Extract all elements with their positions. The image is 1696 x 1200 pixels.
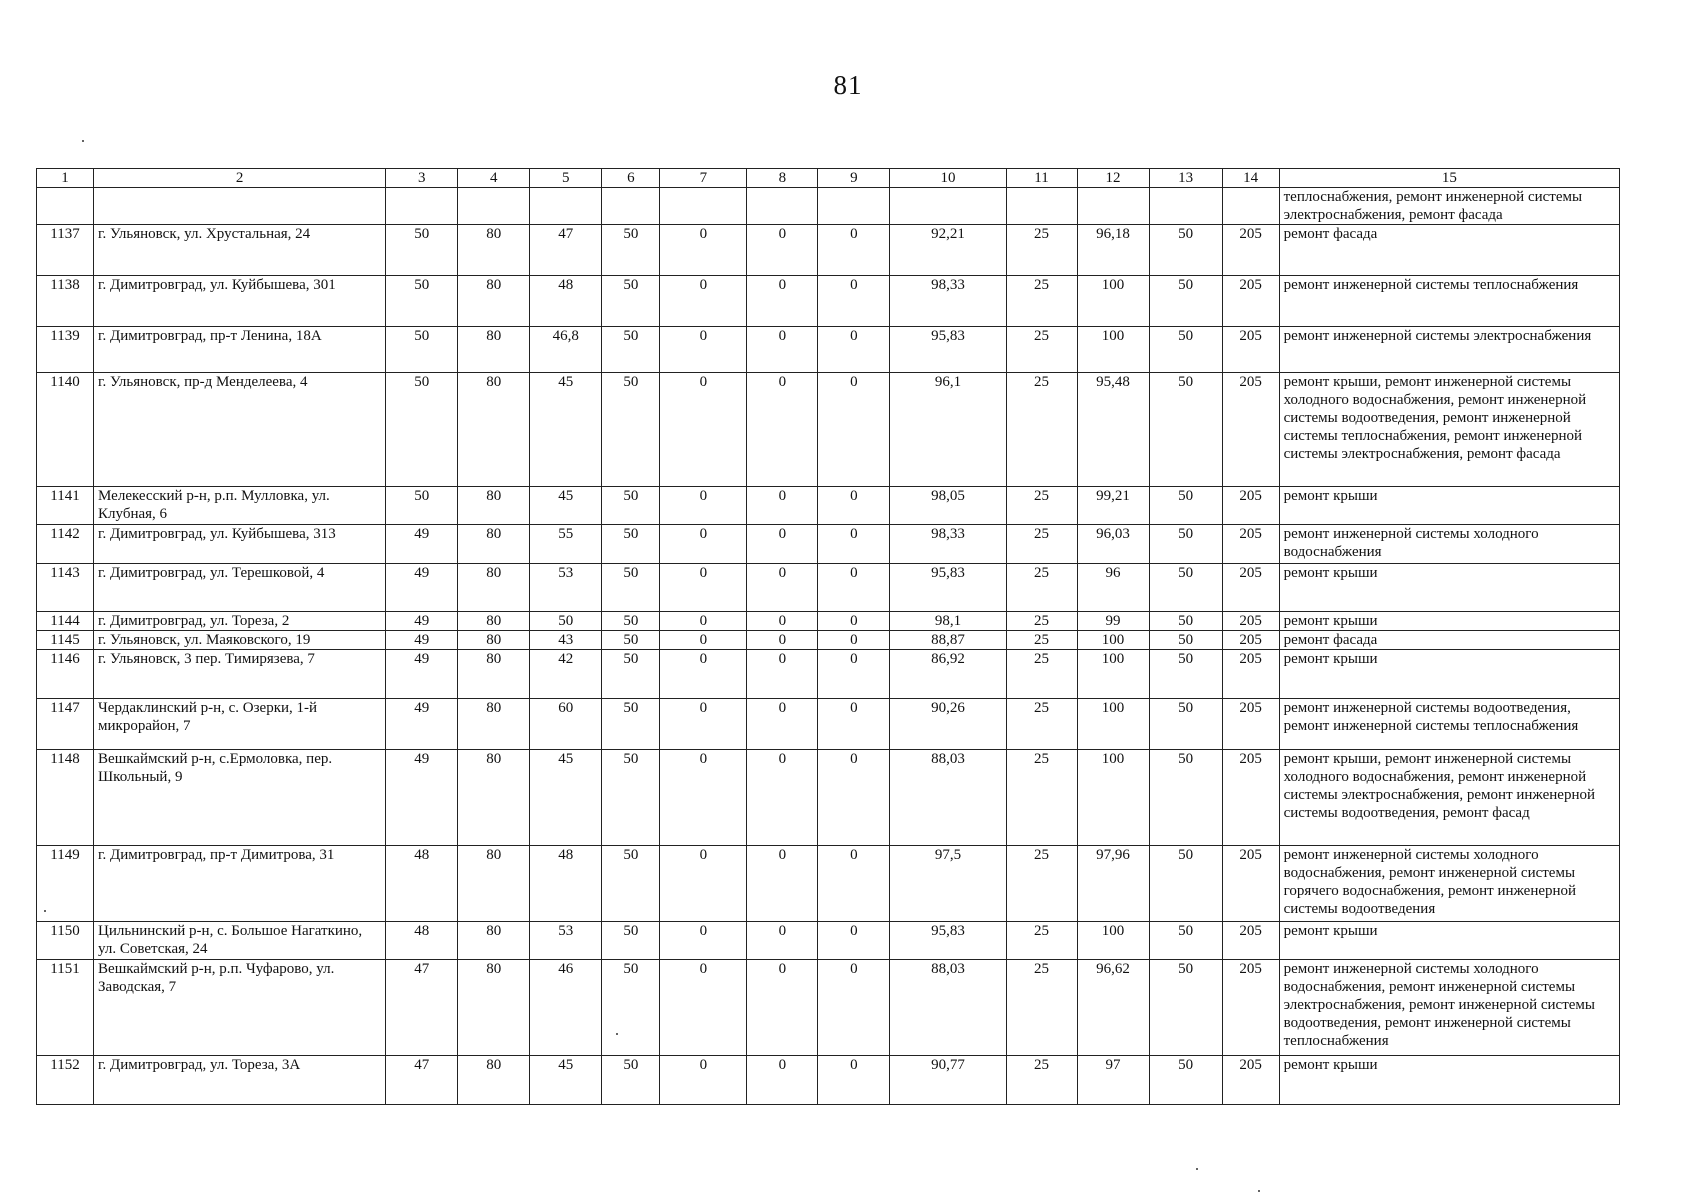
value-cell-col-11: 25 (1006, 922, 1077, 960)
value-cell-col-11: 25 (1006, 750, 1077, 846)
row-number-cell: 1143 (37, 564, 94, 612)
address-cell: г. Димитровград, ул. Тореза, 2 (94, 612, 386, 631)
value-cell-col-14: 205 (1222, 699, 1279, 750)
scan-speck (82, 140, 84, 142)
value-cell-col-4: 80 (458, 1056, 530, 1105)
value-cell-col-12: 99,21 (1077, 487, 1149, 525)
value-cell-col-11: 25 (1006, 225, 1077, 276)
value-cell-col-4: 80 (458, 846, 530, 922)
value-cell-col-4: 80 (458, 276, 530, 327)
value-cell-col-7: 0 (660, 225, 747, 276)
address-cell: Вешкаймский р-н, р.п. Чуфарово, ул. Заводская, 7 (94, 960, 386, 1056)
value-cell-col-12: 100 (1077, 650, 1149, 699)
value-cell-col-13: 50 (1149, 922, 1222, 960)
value-cell-col-11: 25 (1006, 1056, 1077, 1105)
value-cell-col-8: 0 (747, 1056, 818, 1105)
value-cell-col-6: 50 (602, 564, 660, 612)
value-cell-col-11: 25 (1006, 373, 1077, 487)
value-cell-col-14: 205 (1222, 846, 1279, 922)
repair-work-cell: ремонт инженерной системы холодного водоснабжения (1279, 525, 1619, 564)
repair-work-cell: ремонт фасада (1279, 225, 1619, 276)
value-cell-col-12: 96,18 (1077, 225, 1149, 276)
value-cell-col-3: 49 (386, 612, 458, 631)
value-cell-col-9: 0 (818, 1056, 890, 1105)
value-cell-col-6: 50 (602, 487, 660, 525)
value-cell-col-6: 50 (602, 922, 660, 960)
address-cell: г. Димитровград, ул. Терешковой, 4 (94, 564, 386, 612)
value-cell-col-3: 50 (386, 373, 458, 487)
value-cell-col-3: 50 (386, 327, 458, 373)
value-cell-col-9: 0 (818, 846, 890, 922)
repair-work-cell: ремонт инженерной системы холодного водоснабжения, ремонт инженерной системы электроснабжения, ремонт инженерной системы водоотведения, ремонт инженерной системы теплоснабжения (1279, 960, 1619, 1056)
value-cell-col-10: 96,1 (890, 373, 1006, 487)
value-cell-col-4: 80 (458, 650, 530, 699)
value-cell-col-11: 25 (1006, 276, 1077, 327)
value-cell-col-6: 50 (602, 750, 660, 846)
value-cell-col-7: 0 (660, 525, 747, 564)
value-cell-col-9: 0 (818, 612, 890, 631)
value-cell-col-12: 97,96 (1077, 846, 1149, 922)
value-cell-col-7: 0 (660, 276, 747, 327)
value-cell-col-7: 0 (660, 612, 747, 631)
value-cell-col-13: 50 (1149, 631, 1222, 650)
value-cell-col-12: 100 (1077, 631, 1149, 650)
value-cell-col-4: 80 (458, 922, 530, 960)
address-cell: г. Ульяновск, пр-д Менделеева, 4 (94, 373, 386, 487)
row-number-cell: 1138 (37, 276, 94, 327)
row-number-cell: 1145 (37, 631, 94, 650)
value-cell-col-14: 205 (1222, 525, 1279, 564)
value-cell-col-11: 25 (1006, 327, 1077, 373)
value-cell-col-3: 49 (386, 564, 458, 612)
value-cell-col-13: 50 (1149, 276, 1222, 327)
value-cell-col-11: 25 (1006, 487, 1077, 525)
column-header-2: 2 (94, 169, 386, 188)
value-cell-col-10: 92,21 (890, 225, 1006, 276)
table-row (37, 612, 1620, 631)
value-cell-col-5: 46,8 (530, 327, 602, 373)
value-cell-col-12: 100 (1077, 922, 1149, 960)
value-cell-col-14: 205 (1222, 631, 1279, 650)
value-cell-col-12: 96 (1077, 564, 1149, 612)
value-cell-col-5: 60 (530, 699, 602, 750)
column-header-1: 1 (37, 169, 94, 188)
value-cell-col-12: 100 (1077, 327, 1149, 373)
value-cell-col-5: 53 (530, 564, 602, 612)
address-cell: г. Димитровград, ул. Куйбышева, 301 (94, 276, 386, 327)
row-number-cell: 1149 (37, 846, 94, 922)
table-row (37, 225, 1620, 276)
value-cell-col-10: 88,87 (890, 631, 1006, 650)
value-cell-col-14: 205 (1222, 564, 1279, 612)
table-body (37, 169, 1620, 1105)
value-cell-col-9: 0 (818, 373, 890, 487)
value-cell-col-9: 0 (818, 225, 890, 276)
value-cell-col-13: 50 (1149, 699, 1222, 750)
value-cell-col-6: 50 (602, 612, 660, 631)
value-cell-col-3: 50 (386, 276, 458, 327)
value-cell-col-14: 205 (1222, 650, 1279, 699)
repair-work-cell: ремонт инженерной системы холодного водоснабжения, ремонт инженерной системы горячего водоснабжения, ремонт инженерной системы водоотведения (1279, 846, 1619, 922)
value-cell-col-12: 95,48 (1077, 373, 1149, 487)
row-number-cell: 1140 (37, 373, 94, 487)
value-cell-col-4: 80 (458, 525, 530, 564)
address-cell: г. Димитровград, ул. Тореза, 3А (94, 1056, 386, 1105)
value-cell-col-8: 0 (747, 327, 818, 373)
value-cell-col-14: 205 (1222, 960, 1279, 1056)
value-cell-col-14: 205 (1222, 750, 1279, 846)
repair-work-cell: ремонт крыши (1279, 612, 1619, 631)
value-cell-col-9: 0 (818, 525, 890, 564)
value-cell-col-9: 0 (818, 699, 890, 750)
value-cell-col-7: 0 (660, 650, 747, 699)
value-cell-col-10: 88,03 (890, 750, 1006, 846)
value-cell-col-14: 205 (1222, 612, 1279, 631)
value-cell-col-8: 0 (747, 750, 818, 846)
value-cell-col-12: 100 (1077, 699, 1149, 750)
value-cell-col-6: 50 (602, 327, 660, 373)
value-cell-col-4: 80 (458, 373, 530, 487)
value-cell-col-6: 50 (602, 525, 660, 564)
row-number-cell: 1142 (37, 525, 94, 564)
value-cell-col-14: 205 (1222, 1056, 1279, 1105)
address-cell: г. Ульяновск, 3 пер. Тимирязева, 7 (94, 650, 386, 699)
repair-work-cell: ремонт крыши (1279, 1056, 1619, 1105)
column-header-13: 13 (1149, 169, 1222, 188)
table-row (37, 846, 1620, 922)
address-cell: Чердаклинский р-н, с. Озерки, 1-й микрорайон, 7 (94, 699, 386, 750)
value-cell-col-11: 25 (1006, 650, 1077, 699)
value-cell-col-13: 50 (1149, 1056, 1222, 1105)
value-cell-col-5: 45 (530, 1056, 602, 1105)
value-cell-col-7: 0 (660, 699, 747, 750)
value-cell-col-5: 42 (530, 650, 602, 699)
value-cell-col-9: 0 (818, 487, 890, 525)
value-cell-col-6: 50 (602, 631, 660, 650)
row-number-cell: 1148 (37, 750, 94, 846)
value-cell-col-13: 50 (1149, 960, 1222, 1056)
value-cell-col-13: 50 (1149, 525, 1222, 564)
repair-work-cell: ремонт крыши (1279, 564, 1619, 612)
repair-work-cell: ремонт крыши (1279, 487, 1619, 525)
table-row (37, 525, 1620, 564)
column-header-9: 9 (818, 169, 890, 188)
repair-work-cell: ремонт крыши, ремонт инженерной системы холодного водоснабжения, ремонт инженерной системы электроснабжения, ремонт инженерной системы водоотведения, ремонт фасад (1279, 750, 1619, 846)
value-cell-col-10: 95,83 (890, 327, 1006, 373)
value-cell-col-11: 25 (1006, 564, 1077, 612)
value-cell-col-8: 0 (747, 225, 818, 276)
row-number-cell: 1144 (37, 612, 94, 631)
value-cell-col-6: 50 (602, 960, 660, 1056)
row-number-cell: 1139 (37, 327, 94, 373)
value-cell-col-14: 205 (1222, 922, 1279, 960)
value-cell-col-10: 90,26 (890, 699, 1006, 750)
value-cell-col-13: 50 (1149, 846, 1222, 922)
value-cell-col-7: 0 (660, 631, 747, 650)
value-cell-col-11: 25 (1006, 699, 1077, 750)
value-cell-col-5: 46 (530, 960, 602, 1056)
column-header-8: 8 (747, 169, 818, 188)
table-row (37, 922, 1620, 960)
value-cell-col-3: 49 (386, 631, 458, 650)
value-cell-col-4: 80 (458, 487, 530, 525)
row-number-cell: 1152 (37, 1056, 94, 1105)
value-cell-col-10: 98,33 (890, 276, 1006, 327)
table-row (37, 1056, 1620, 1105)
scan-speck (44, 910, 46, 912)
continuation-work-cell: теплоснабжения, ремонт инженерной системы электроснабжения, ремонт фасада (1279, 188, 1619, 225)
value-cell-col-8: 0 (747, 922, 818, 960)
table-row (37, 373, 1620, 487)
repair-work-cell: ремонт крыши, ремонт инженерной системы холодного водоснабжения, ремонт инженерной системы водоотведения, ремонт инженерной системы теплоснабжения, ремонт инженерной системы электроснабжения, ремонт фасада (1279, 373, 1619, 487)
value-cell-col-8: 0 (747, 525, 818, 564)
value-cell-col-9: 0 (818, 631, 890, 650)
value-cell-col-3: 49 (386, 525, 458, 564)
column-header-4: 4 (458, 169, 530, 188)
scan-speck (1196, 1168, 1198, 1170)
value-cell-col-8: 0 (747, 699, 818, 750)
table-row (37, 564, 1620, 612)
value-cell-col-7: 0 (660, 564, 747, 612)
column-header-7: 7 (660, 169, 747, 188)
value-cell-col-14: 205 (1222, 487, 1279, 525)
table-row (37, 327, 1620, 373)
continuation-row (37, 188, 1620, 225)
value-cell-col-14: 205 (1222, 327, 1279, 373)
row-number-cell: 1151 (37, 960, 94, 1056)
repair-work-cell: ремонт инженерной системы водоотведения, ремонт инженерной системы теплоснабжения (1279, 699, 1619, 750)
value-cell-col-12: 96,03 (1077, 525, 1149, 564)
value-cell-col-8: 0 (747, 612, 818, 631)
value-cell-col-3: 50 (386, 487, 458, 525)
value-cell-col-13: 50 (1149, 487, 1222, 525)
value-cell-col-11: 25 (1006, 612, 1077, 631)
value-cell-col-9: 0 (818, 960, 890, 1056)
value-cell-col-7: 0 (660, 327, 747, 373)
repair-work-cell: ремонт крыши (1279, 650, 1619, 699)
value-cell-col-13: 50 (1149, 373, 1222, 487)
value-cell-col-6: 50 (602, 650, 660, 699)
value-cell-col-12: 100 (1077, 276, 1149, 327)
value-cell-col-10: 88,03 (890, 960, 1006, 1056)
value-cell-col-5: 48 (530, 276, 602, 327)
page-number: 81 (833, 70, 863, 100)
value-cell-col-5: 43 (530, 631, 602, 650)
repair-work-cell: ремонт инженерной системы электроснабжения (1279, 327, 1619, 373)
value-cell-col-10: 98,33 (890, 525, 1006, 564)
value-cell-col-8: 0 (747, 846, 818, 922)
value-cell-col-4: 80 (458, 612, 530, 631)
value-cell-col-10: 86,92 (890, 650, 1006, 699)
table-row (37, 650, 1620, 699)
value-cell-col-7: 0 (660, 1056, 747, 1105)
column-header-10: 10 (890, 169, 1006, 188)
value-cell-col-6: 50 (602, 699, 660, 750)
value-cell-col-6: 50 (602, 225, 660, 276)
value-cell-col-10: 90,77 (890, 1056, 1006, 1105)
value-cell-col-5: 45 (530, 487, 602, 525)
value-cell-col-9: 0 (818, 327, 890, 373)
value-cell-col-5: 45 (530, 373, 602, 487)
value-cell-col-11: 25 (1006, 960, 1077, 1056)
table-row (37, 750, 1620, 846)
value-cell-col-13: 50 (1149, 327, 1222, 373)
value-cell-col-14: 205 (1222, 276, 1279, 327)
address-cell: Вешкаймский р-н, с.Ермоловка, пер. Школьный, 9 (94, 750, 386, 846)
value-cell-col-10: 97,5 (890, 846, 1006, 922)
value-cell-col-3: 48 (386, 846, 458, 922)
value-cell-col-4: 80 (458, 225, 530, 276)
value-cell-col-7: 0 (660, 960, 747, 1056)
value-cell-col-3: 50 (386, 225, 458, 276)
value-cell-col-7: 0 (660, 846, 747, 922)
row-number-cell: 1141 (37, 487, 94, 525)
value-cell-col-10: 98,1 (890, 612, 1006, 631)
repair-work-cell: ремонт крыши (1279, 922, 1619, 960)
value-cell-col-12: 99 (1077, 612, 1149, 631)
value-cell-col-9: 0 (818, 564, 890, 612)
address-cell: г. Ульяновск, ул. Маяковского, 19 (94, 631, 386, 650)
value-cell-col-3: 49 (386, 650, 458, 699)
value-cell-col-3: 48 (386, 922, 458, 960)
value-cell-col-7: 0 (660, 373, 747, 487)
address-cell: г. Ульяновск, ул. Хрустальная, 24 (94, 225, 386, 276)
column-header-11: 11 (1006, 169, 1077, 188)
value-cell-col-9: 0 (818, 276, 890, 327)
value-cell-col-4: 80 (458, 631, 530, 650)
address-cell: Мелекесский р-н, р.п. Мулловка, ул. Клубная, 6 (94, 487, 386, 525)
column-header-3: 3 (386, 169, 458, 188)
value-cell-col-5: 55 (530, 525, 602, 564)
value-cell-col-3: 47 (386, 960, 458, 1056)
value-cell-col-5: 47 (530, 225, 602, 276)
column-header-6: 6 (602, 169, 660, 188)
value-cell-col-12: 96,62 (1077, 960, 1149, 1056)
value-cell-col-13: 50 (1149, 612, 1222, 631)
value-cell-col-5: 45 (530, 750, 602, 846)
repair-table (36, 168, 1620, 1105)
row-number-cell: 1146 (37, 650, 94, 699)
address-cell: г. Димитровград, ул. Куйбышева, 313 (94, 525, 386, 564)
scan-speck (1258, 1190, 1260, 1192)
value-cell-col-4: 80 (458, 750, 530, 846)
table-row (37, 960, 1620, 1056)
value-cell-col-11: 25 (1006, 846, 1077, 922)
value-cell-col-9: 0 (818, 922, 890, 960)
value-cell-col-7: 0 (660, 487, 747, 525)
value-cell-col-8: 0 (747, 631, 818, 650)
value-cell-col-6: 50 (602, 1056, 660, 1105)
column-header-14: 14 (1222, 169, 1279, 188)
table-row (37, 276, 1620, 327)
value-cell-col-3: 47 (386, 1056, 458, 1105)
repair-work-cell: ремонт инженерной системы теплоснабжения (1279, 276, 1619, 327)
address-cell: Цильнинский р-н, с. Большое Нагаткино, ул. Советская, 24 (94, 922, 386, 960)
address-cell: г. Димитровград, пр-т Ленина, 18А (94, 327, 386, 373)
value-cell-col-13: 50 (1149, 564, 1222, 612)
value-cell-col-8: 0 (747, 564, 818, 612)
value-cell-col-4: 80 (458, 327, 530, 373)
address-cell: г. Димитровград, пр-т Димитрова, 31 (94, 846, 386, 922)
value-cell-col-8: 0 (747, 650, 818, 699)
row-number-cell: 1147 (37, 699, 94, 750)
value-cell-col-11: 25 (1006, 631, 1077, 650)
value-cell-col-10: 98,05 (890, 487, 1006, 525)
scan-speck (616, 1033, 618, 1035)
value-cell-col-4: 80 (458, 564, 530, 612)
value-cell-col-14: 205 (1222, 225, 1279, 276)
row-number-cell: 1137 (37, 225, 94, 276)
value-cell-col-7: 0 (660, 750, 747, 846)
value-cell-col-8: 0 (747, 373, 818, 487)
value-cell-col-4: 80 (458, 960, 530, 1056)
value-cell-col-14: 205 (1222, 373, 1279, 487)
value-cell-col-5: 48 (530, 846, 602, 922)
value-cell-col-10: 95,83 (890, 564, 1006, 612)
value-cell-col-7: 0 (660, 922, 747, 960)
table-row (37, 631, 1620, 650)
value-cell-col-5: 53 (530, 922, 602, 960)
column-number-row (37, 169, 1620, 188)
value-cell-col-3: 49 (386, 699, 458, 750)
value-cell-col-12: 100 (1077, 750, 1149, 846)
value-cell-col-3: 49 (386, 750, 458, 846)
value-cell-col-9: 0 (818, 650, 890, 699)
value-cell-col-11: 25 (1006, 525, 1077, 564)
value-cell-col-10: 95,83 (890, 922, 1006, 960)
value-cell-col-9: 0 (818, 750, 890, 846)
value-cell-col-8: 0 (747, 960, 818, 1056)
table-row (37, 487, 1620, 525)
value-cell-col-13: 50 (1149, 750, 1222, 846)
row-number-cell: 1150 (37, 922, 94, 960)
value-cell-col-13: 50 (1149, 225, 1222, 276)
value-cell-col-12: 97 (1077, 1056, 1149, 1105)
value-cell-col-13: 50 (1149, 650, 1222, 699)
column-header-5: 5 (530, 169, 602, 188)
value-cell-col-5: 50 (530, 612, 602, 631)
value-cell-col-6: 50 (602, 276, 660, 327)
value-cell-col-4: 80 (458, 699, 530, 750)
value-cell-col-8: 0 (747, 276, 818, 327)
value-cell-col-6: 50 (602, 373, 660, 487)
column-header-12: 12 (1077, 169, 1149, 188)
value-cell-col-6: 50 (602, 846, 660, 922)
value-cell-col-8: 0 (747, 487, 818, 525)
repair-work-cell: ремонт фасада (1279, 631, 1619, 650)
column-header-15: 15 (1279, 169, 1619, 188)
table-row (37, 699, 1620, 750)
